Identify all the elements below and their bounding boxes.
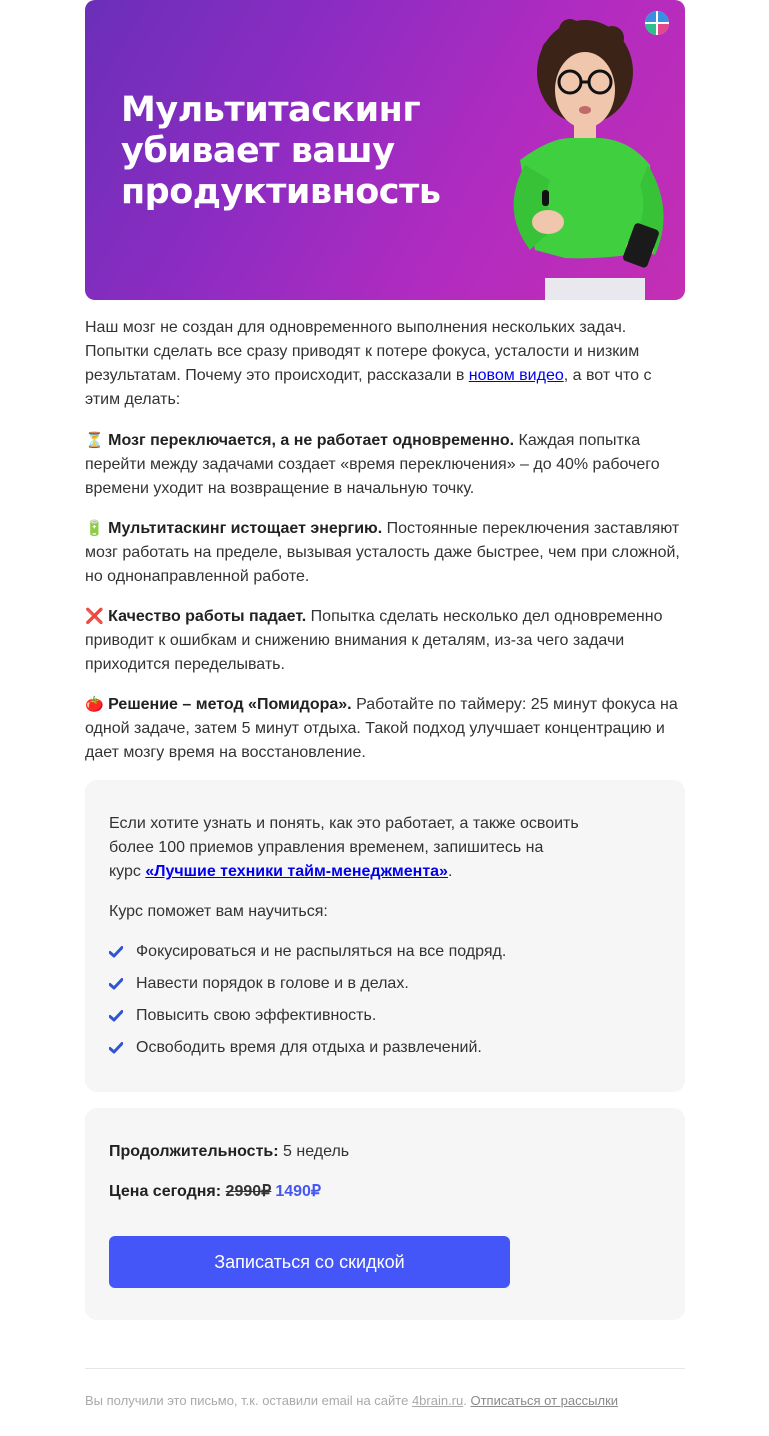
course-prefix: курс — [109, 863, 146, 880]
hero-banner — [85, 0, 685, 300]
tip-text: Попытка сделать несколько дел одновременно приводит к ошибкам и снижению внимания к деталям, из-за чего задачи приходится переделывать. — [85, 608, 663, 673]
list-item — [109, 940, 506, 972]
course-description-text: Если хотите узнать и понять, как это работает, а также освоить более 100 приемов управления временем, запишитесь на — [109, 815, 579, 856]
footer-text: Вы получили это письмо, т.к. оставили email на сайте — [85, 1393, 412, 1408]
site-link[interactable]: 4brain.ru — [411, 1393, 464, 1408]
price-label: Цена сегодня: — [109, 1183, 222, 1200]
course-description — [109, 812, 665, 884]
old-price: 2990₽ — [225, 1183, 272, 1200]
email-body — [85, 0, 685, 1408]
tomato-icon: 🍅 — [85, 695, 104, 713]
list-item — [109, 1036, 506, 1068]
footer — [85, 1392, 618, 1410]
hero-title-line: продуктивность — [121, 172, 441, 212]
course-link[interactable]: «Лучшие техники тайм-менеджмента» — [145, 863, 448, 880]
tip-paragraph — [85, 516, 685, 589]
tip-paragraph — [85, 604, 685, 677]
duration-value: 5 недель — [278, 1143, 350, 1160]
benefit-text: Фокусироваться и не распыляться на все подряд. — [136, 943, 507, 960]
tip-text: Работайте по таймеру: 25 минут фокуса на одной задаче, затем 5 минут отдыха. Такой подход улучшает концентрацию и дает мозгу время на восстановление. — [85, 696, 678, 761]
benefits-list — [109, 940, 506, 1068]
course-suffix: . — [447, 863, 453, 880]
new-video-link[interactable]: новом видео — [468, 367, 564, 384]
course-description-line — [109, 860, 665, 884]
cross-mark-icon: ❌ — [85, 607, 104, 625]
benefit-text: Повысить свою эффективность. — [136, 1007, 377, 1024]
battery-icon: 🔋 — [85, 519, 104, 537]
price-row — [109, 1180, 321, 1204]
pricing-block — [85, 1108, 685, 1320]
tip-title: Качество работы падает. — [108, 608, 307, 625]
tip-paragraph — [85, 428, 685, 501]
course-promo-block — [85, 780, 685, 1092]
intro-text-end: , а вот что с этим делать: — [85, 367, 652, 408]
tip-text: Каждая попытка перейти между задачами создает «время переключения» – до 40% рабочего времени уходит на возвращение в начальную точку. — [85, 432, 660, 497]
presenter-photo — [490, 10, 685, 300]
list-item — [109, 1004, 506, 1036]
course-benefits-heading: Курс поможет вам научиться: — [109, 903, 328, 920]
intro-paragraph — [85, 316, 685, 412]
tip-title: Мультитаскинг истощает энергию. — [108, 520, 383, 537]
benefit-text: Навести порядок в голове и в делах. — [136, 975, 409, 992]
checkmark-icon — [109, 978, 123, 990]
hero-title-line: Мультитаскинг — [121, 90, 421, 130]
tip-paragraph — [85, 692, 685, 765]
footer-divider — [85, 1368, 685, 1369]
unsubscribe-link[interactable]: Отписаться от рассылки — [470, 1393, 619, 1408]
footer-separator: . — [463, 1393, 471, 1408]
checkmark-icon — [109, 1042, 123, 1054]
tip-title: Мозг переключается, а не работает одновременно. — [108, 432, 515, 449]
benefit-text: Освободить время для отдыха и развлечений. — [136, 1039, 482, 1056]
tip-title: Решение – метод «Помидора». — [108, 696, 352, 713]
tip-text: Постоянные переключения заставляют мозг работать на пределе, вызывая усталость даже быстрее, чем при сложной, но однонаправленной работе. — [85, 520, 680, 585]
hero-title-line: убивает вашу — [121, 131, 395, 171]
checkmark-icon — [109, 1010, 123, 1022]
list-item — [109, 972, 506, 1004]
hourglass-icon: ⏳ — [85, 431, 104, 449]
duration-label: Продолжительность: — [109, 1143, 279, 1160]
duration-row — [109, 1140, 349, 1164]
hero-title — [121, 90, 501, 213]
intro-text: Наш мозг не создан для одновременного выполнения нескольких задач. Попытки сделать все сразу приводят к потере фокуса, усталости и низким результатам. Почему это происходит, рассказали в — [85, 319, 640, 384]
new-price: 1490₽ — [275, 1183, 322, 1200]
enroll-discount-button[interactable]: Записаться со скидкой — [109, 1236, 510, 1288]
checkmark-icon — [109, 946, 123, 958]
